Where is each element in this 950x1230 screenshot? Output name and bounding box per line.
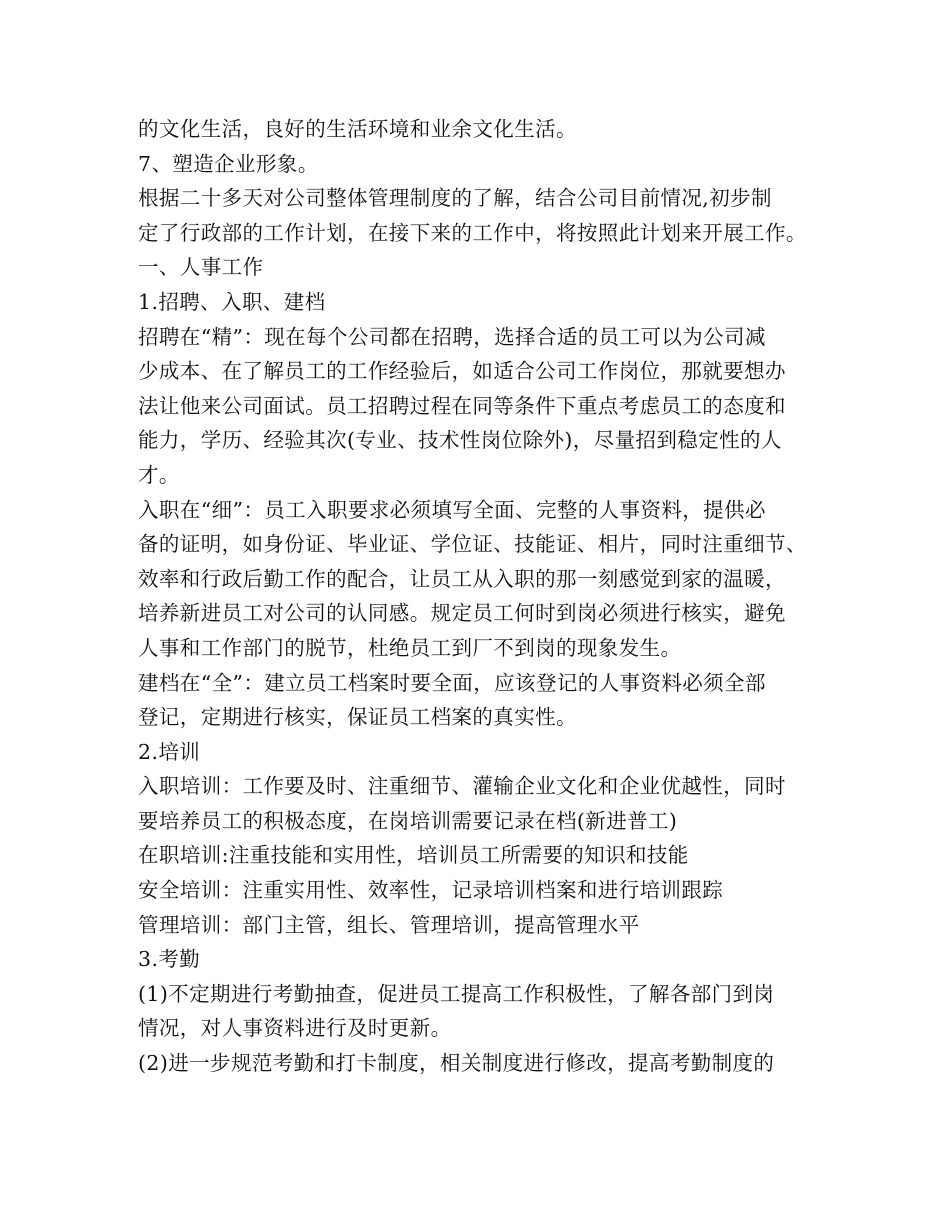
subsection-heading: 2.培训 xyxy=(138,739,201,764)
text-line: 建档在“全”：建立员工档案时要全面，应该登记的人事资料必须全部 xyxy=(138,670,766,695)
document-body xyxy=(138,112,828,1081)
text-line: 登记，定期进行核实，保证员工档案的真实性。 xyxy=(138,705,577,730)
section-heading: 7、塑造企业形象。 xyxy=(138,151,319,176)
text-line: 人事和工作部门的脱节，杜绝员工到厂不到岗的现象发生。 xyxy=(138,635,682,660)
section-heading: 一、人事工作 xyxy=(138,255,264,280)
text-line: 在职培训:注重技能和实用性，培训员工所需要的知识和技能 xyxy=(138,843,689,868)
text-line: 入职在“细”：员工入职要求必须填写全面、完整的人事资料，提供必 xyxy=(138,497,766,522)
text-line: 要培养员工的积极态度，在岗培训需要记录在档(新进普工) xyxy=(138,808,678,833)
text-line: 安全培训：注重实用性、效率性，记录培训档案和进行培训跟踪 xyxy=(138,878,724,903)
text-line: 的文化生活，良好的生活环境和业余文化生活。 xyxy=(138,117,577,141)
text-line: 能力，学历、经验其次(专业、技术性岗位除外)，尽量招到稳定性的人 xyxy=(138,428,782,453)
text-line: (1)不定期进行考勤抽查，促进员工提高工作积极性，了解各部门到岗 xyxy=(138,981,775,1006)
text-line: 根据二十多天对公司整体管理制度的了解，结合公司目前情况,初步制 xyxy=(138,186,772,211)
text-line: 管理培训：部门主管，组长、管理培训，提高管理水平 xyxy=(138,912,640,937)
text-line: 备的证明，如身份证、毕业证、学位证、技能证、相片，同时注重细节、 xyxy=(138,532,807,557)
text-line: 招聘在“精”：现在每个公司都在招聘，选择合适的员工可以为公司减 xyxy=(138,324,766,349)
subsection-heading: 1.招聘、入职、建档 xyxy=(138,289,326,314)
text-line: (2)进一步规范考勤和打卡制度，相关制度进行修改，提高考勤制度的 xyxy=(138,1051,775,1076)
text-line: 定了行政部的工作计划，在接下来的工作中，将按照此计划来开展工作。 xyxy=(138,220,807,245)
subsection-heading: 3.考勤 xyxy=(138,947,201,972)
text-line: 少成本、在了解员工的工作经验后，如适合公司工作岗位，那就要想办 xyxy=(138,359,786,384)
text-line: 法让他来公司面试。员工招聘过程在同等条件下重点考虑员工的态度和 xyxy=(138,393,786,418)
text-line: 才。 xyxy=(138,462,180,487)
text-line: 培养新进员工对公司的认同感。规定员工何时到岗必须进行核实，避免 xyxy=(138,601,786,626)
text-line: 效率和行政后勤工作的配合，让员工从入职的那一刻感觉到家的温暖， xyxy=(138,566,786,591)
text-line: 情况，对人事资料进行及时更新。 xyxy=(138,1016,452,1041)
text-line: 入职培训：工作要及时、注重细节、灌输企业文化和企业优越性，同时 xyxy=(138,774,786,799)
